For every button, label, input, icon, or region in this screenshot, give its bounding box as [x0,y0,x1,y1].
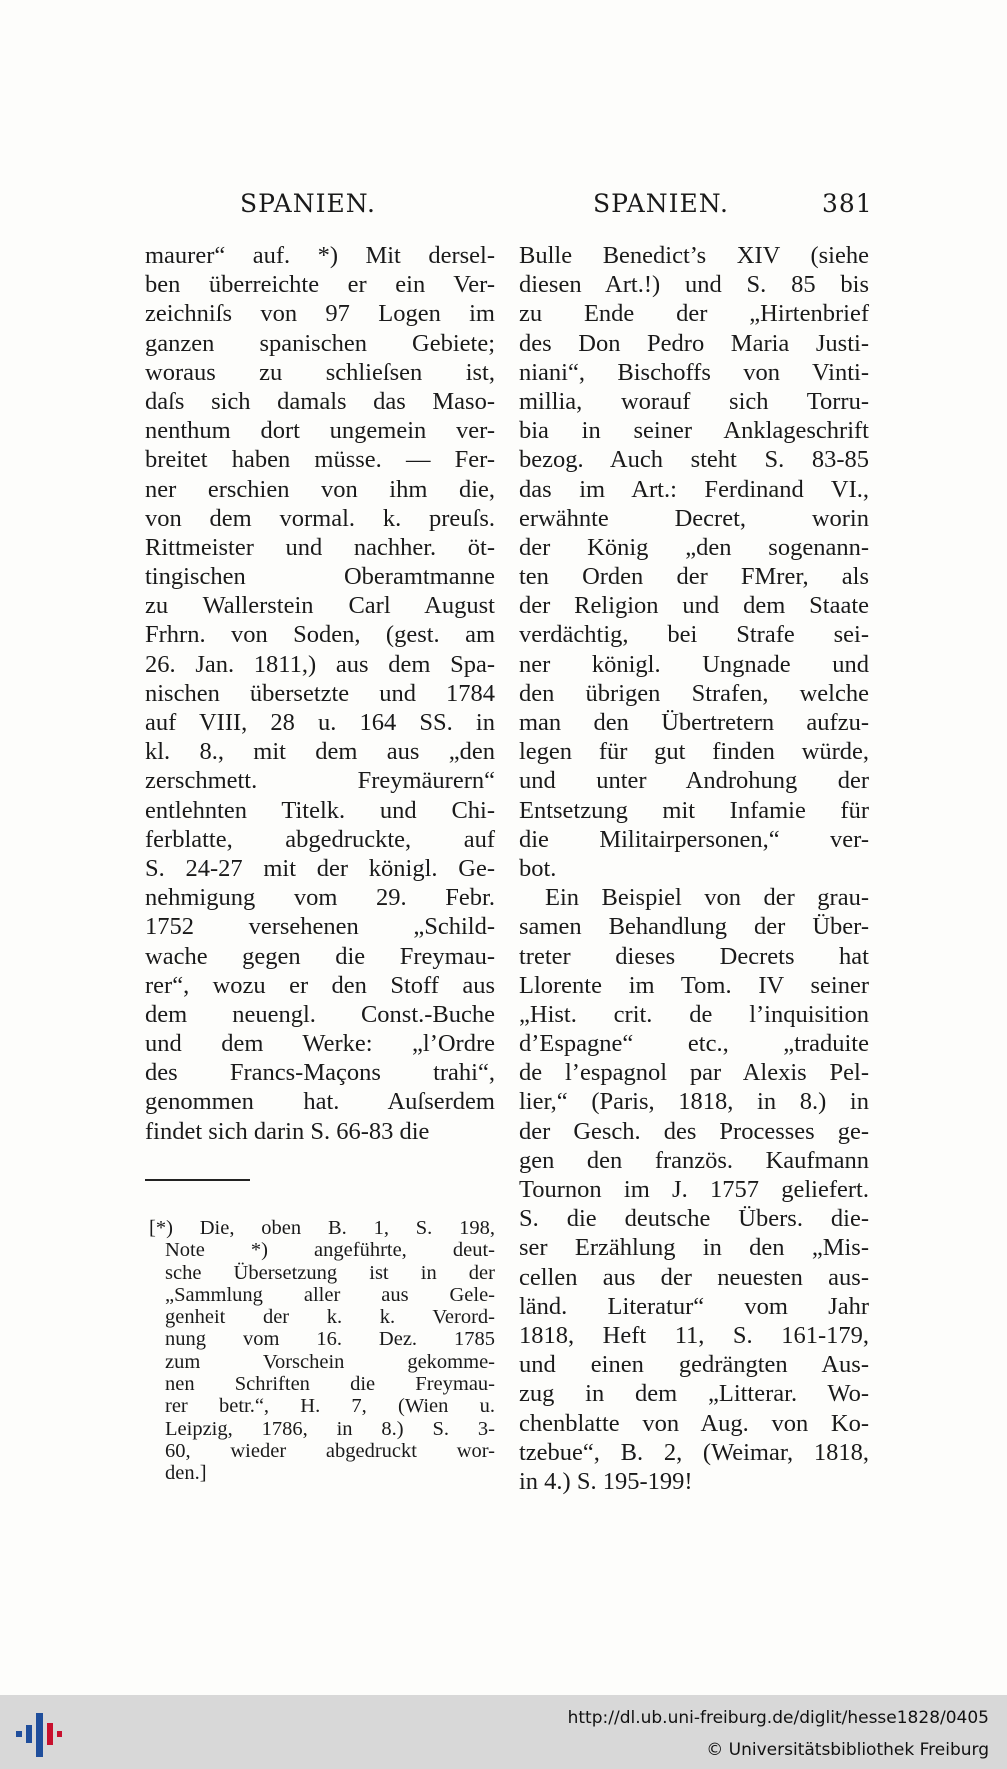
text-line: in 4.) S. 195-199! [519,1467,693,1495]
text-line: entlehnten Titelk. und Chi- [145,796,495,824]
text-line: d’Espagne“ etc., „traduite [519,1030,869,1058]
text-line: Frhrn. von Soden, (gest. am [145,621,495,649]
ub-freiburg-logo-icon [14,1709,64,1761]
text-line: der Religion und dem Staate [519,592,869,620]
text-line: nehmigung vom 29. Febr. [145,884,495,912]
text-line: und dem Werke: „l’Ordre [145,1030,495,1058]
text-line: findet sich darin S. 66-83 die [145,1117,430,1145]
text-line: ser Erzählung in den „Mis- [519,1234,869,1262]
footnote-line: rer betr.“, H. 7, (Wien u. [165,1395,495,1418]
running-header-left: SPANIEN. [240,189,376,218]
text-line: rer“, wozu er den Stoff aus [145,971,495,999]
footnote-line: nen Schriften die Freymau- [165,1373,495,1396]
text-line: 1818, Heft 11, S. 161-179, [519,1321,869,1349]
text-line: bia in seiner Anklageschrift [519,417,869,445]
viewer-footer [0,1695,1007,1769]
copyright-notice: © Universitätsbibliothek Freiburg [706,1740,989,1760]
text-line: legen für gut finden würde, [519,738,869,766]
text-line: zerschmett. Freymäurern“ [145,767,495,795]
text-line: lier,“ (Paris, 1818, in 8.) in [519,1088,869,1116]
footnote-line: nung vom 16. Dez. 1785 [165,1328,495,1351]
text-line: ner erschien von ihm die, [145,475,495,503]
text-line: der König „den sogenann- [519,533,869,561]
text-line: wache gegen die Freymau- [145,942,495,970]
text-line: treter dieses Decrets hat [519,942,869,970]
text-line: daſs sich damals das Maso- [145,387,495,415]
footnote [149,1217,495,1485]
text-line: ferblatte, abgedruckte, auf [145,825,495,853]
text-line: ner königl. Ungnade und [519,650,869,678]
text-line: nischen übersetzte und 1784 [145,679,495,707]
text-line: cellen aus der neuesten aus- [519,1263,869,1291]
text-line: Rittmeister und nachher. öt- [145,533,495,561]
text-line: auf VIII, 28 u. 164 SS. in [145,709,495,736]
text-line: das im Art.: Ferdinand VI., [519,475,869,503]
text-line: tingischen Oberamtmanne [145,563,495,591]
text-line: zeichniſs von 97 Logen im [145,300,495,328]
text-line: Bulle Benedict’s XIV (siehe [519,242,869,269]
left-text-column [145,241,495,1146]
text-line: 1752 versehenen „Schild- [145,913,495,941]
text-line: bezog. Auch steht S. 83-85 [519,446,869,474]
text-line: Entsetzung mit Infamie für [519,796,869,824]
text-line: und unter Androhung der [519,767,869,795]
footnote-line: [*) Die, oben B. 1, S. 198, [149,1217,495,1239]
text-line: des Don Pedro Maria Justi- [519,329,869,357]
text-line: zu Ende der „Hirtenbrief [519,300,869,328]
text-line: ben überreichte er ein Ver- [145,271,495,299]
text-line: S. die deutsche Übers. die- [519,1205,869,1233]
text-line: und einen gedrängten Aus- [519,1351,869,1379]
text-line: von dem vormal. k. preuſs. [145,504,495,532]
text-line: ganzen spanischen Gebiete; [145,329,495,357]
text-line: maurer“ auf. *) Mit dersel- [145,242,495,269]
text-line: zug in dem „Litterar. Wo- [519,1380,869,1408]
text-line: genommen hat. Auſserdem [145,1088,495,1116]
text-line: Tournon im J. 1757 geliefert. [519,1176,869,1203]
text-line: der Gesch. des Processes ge- [519,1117,869,1145]
running-header-center: SPANIEN. [593,189,729,218]
text-line: „Hist. crit. de l’inquisition [519,1000,869,1028]
page-number: 381 [822,189,873,218]
text-line: länd. Literatur“ vom Jahr [519,1292,869,1320]
text-line: Llorente im Tom. IV seiner [519,971,869,999]
text-line: de l’espagnol par Alexis Pel- [519,1059,869,1087]
text-line: erwähnte Decret, worin [519,504,869,532]
text-line: 26. Jan. 1811,) aus dem Spa- [145,650,495,678]
text-line: die Militairpersonen,“ ver- [519,825,869,853]
text-line: kl. 8., mit dem aus „den [145,738,495,766]
footnote-line: den.] [165,1462,207,1485]
source-url[interactable]: http://dl.ub.uni-freiburg.de/diglit/hesse1828/0405 [567,1708,989,1728]
text-line: S. 24-27 mit der königl. Ge- [145,854,495,882]
text-line: nenthum dort ungemein ver- [145,417,495,445]
right-text-column [519,241,869,1496]
text-line: chenblatte von Aug. von Ko- [519,1409,869,1437]
text-line: samen Behandlung der Über- [519,913,869,941]
text-line: millia, worauf sich Torru- [519,387,869,415]
text-line: bot. [519,854,557,882]
footnote-line: sche Übersetzung ist in der [165,1261,495,1284]
text-line: den übrigen Strafen, welche [519,679,869,707]
text-line: niani“, Bischoffs von Vinti- [519,358,869,386]
footnote-line: genheit der k. k. Verord- [165,1306,495,1329]
text-line: des Francs-Maçons trahi“, [145,1059,495,1087]
footnote-line: Note *) angeführte, deut- [165,1239,495,1262]
footnote-separator [145,1179,250,1181]
text-line: breitet haben müsse. — Fer- [145,446,495,474]
text-line: diesen Art.!) und S. 85 bis [519,271,869,299]
text-line: dem neuengl. Const.-Buche [145,1000,495,1028]
footnote-line: „Sammlung aller aus Gele- [165,1283,495,1306]
text-line: man den Übertretern aufzu- [519,709,869,736]
text-line: gen den französ. Kaufmann [519,1146,869,1174]
footnote-line: zum Vorschein gekomme- [165,1350,495,1373]
text-line: verdächtig, bei Strafe sei- [519,621,869,649]
text-line: ten Orden der FMrer, als [519,563,869,591]
text-line: Ein Beispiel von der grau- [545,884,869,912]
text-line: zu Wallerstein Carl August [145,592,495,620]
text-line: tzebue“, B. 2, (Weimar, 1818, [519,1438,869,1466]
footnote-line: Leipzig, 1786, in 8.) S. 3- [165,1417,495,1440]
footnote-line: 60, wieder abgedruckt wor- [165,1439,495,1462]
text-line: woraus zu schlieſsen ist, [145,358,495,386]
